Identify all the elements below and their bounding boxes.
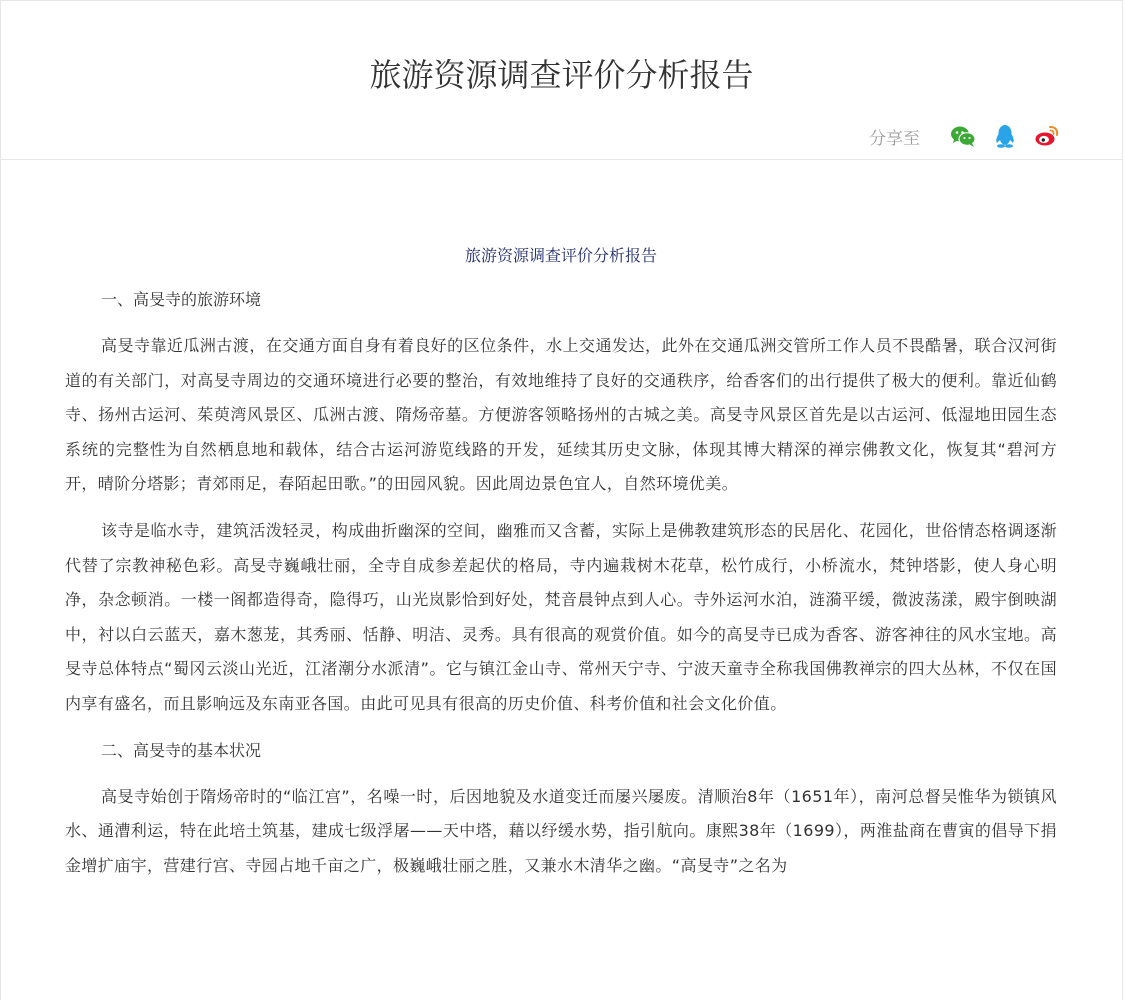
qq-icon[interactable]: [992, 123, 1018, 149]
article-body: [65, 239, 1057, 895]
section-heading-1: 一、高旻寺的旅游环境: [101, 290, 262, 309]
article-title: 旅游资源调查评价分析报告: [464, 246, 657, 265]
header: [1, 1, 1122, 160]
paragraph-2: 该寺是临水寺，建筑活泼轻灵，构成曲折幽深的空间，幽雅而又含蓄，实际上是佛教建筑形态的民居化、花园化，世俗情态格调逐渐代替了宗教神秘色彩。高旻寺巍峨壮丽，全寺自成参差起伏的格局，寺内遍栽树木花草，松竹成行，小桥流水，梵钟塔影，使人身心明净，杂念顿消。一楼一阁都造得奇，隐得巧，山光岚影恰到好处，梵音晨钟点到人心。寺外运河水泊，涟漪平缓，微波荡漾，殿宇倒映湖中，衬以白云蓝天，嘉木葱茏，其秀丽、恬静、明洁、灵秀。具有很高的观赏价值。如今的高旻寺已成为香客、游客神往的风水宝地。高旻寺总体特点“蜀冈云淡山光近，江渚潮分水派清”。它与镇江金山寺、常州天宁寺、宁波天童寺全称我国佛教禅宗的四大丛林，不仅在国内享有盛名，而且影响远及东南亚各国。由此可见具有很高的历史价值、科考价值和社会文化价值。: [65, 520, 1057, 713]
weibo-icon[interactable]: [1034, 123, 1060, 149]
share-bar: [869, 123, 1060, 149]
wechat-icon[interactable]: [950, 123, 976, 149]
section-heading-2: 二、高旻寺的基本状况: [101, 740, 262, 760]
share-label: 分享至: [869, 128, 920, 149]
paragraph-3: 高旻寺始创于隋炀帝时的“临江宫”，名噪一时，后因地貌及水道变迁而屡兴屡废。清顺治8年（1651年），南河总督吴惟华为锁镇风水、通漕利运，特在此培土筑基，建成七级浮屠——天中塔，藉以纾缓水势，指引航向。康熙38年（1699），两淮盐商在曹寅的倡导下捐金增扩庙宇，营建行宫、寺园占地千亩之广，极巍峨壮丽之胜，又兼水木清华之幽。“高旻寺”之名为: [65, 786, 1057, 875]
paragraph-1: 高旻寺靠近瓜洲古渡，在交通方面自身有着良好的区位条件，水上交通发达，此外在交通瓜洲交管所工作人员不畏酷暑，联合汉河街道的有关部门，对高旻寺周边的交通环境进行必要的整治，有效地维持了良好的交通秩序，给香客们的出行提供了极大的便利。靠近仙鹤寺、扬州古运河、茱萸湾风景区、瓜洲古渡、隋炀帝墓。方便游客领略扬州的古城之美。高旻寺风景区首先是以古运河、低湿地田园生态系统的完整性为自然栖息地和载体，结合古运河游览线路的开发，延续其历史文脉，体现其博大精深的禅宗佛教文化，恢复其“碧河方开，晴阶分塔影；青郊雨足，春陌起田歌。”的田园风貌。因此周边景色宜人，自然环境优美。: [65, 336, 1057, 494]
page-title: 旅游资源调查评价分析报告: [369, 56, 754, 94]
